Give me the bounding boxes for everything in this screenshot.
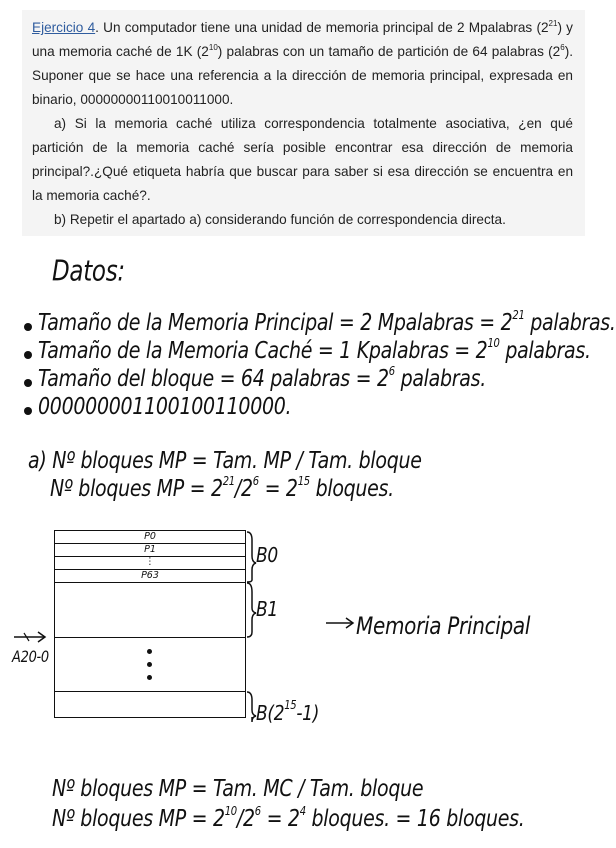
partition-p0-label: P0: [144, 531, 156, 542]
bullet-mp-size: [38, 309, 616, 336]
b2-tail: palabras.: [394, 365, 486, 392]
b1-sup: 10: [487, 337, 500, 351]
b2-sup: 6: [388, 365, 395, 379]
bullet-block-size: [38, 365, 486, 392]
c2-s3: 4: [299, 805, 306, 819]
b1-text: Tamaño de la Memoria Caché = 1 Kpalabras = 2: [38, 337, 488, 364]
partition-p1-label: P1: [144, 544, 156, 555]
bullet-dot: [24, 407, 32, 415]
b0-text: Tamaño de la Memoria Principal = 2 Mpalabras = 2: [38, 309, 513, 336]
c-line-2: [52, 805, 525, 832]
block-b1-label: B1: [256, 597, 278, 622]
a2-d: bloques.: [309, 475, 394, 502]
p1-text-b: ) y una memoria caché de 1K (2: [32, 20, 573, 59]
bullet-address: [38, 393, 291, 420]
exercise-title: Ejercicio 4: [32, 20, 96, 35]
c2-s2: 6: [254, 805, 261, 819]
bullet-mc-size: [38, 337, 591, 364]
blast-a: B(2: [256, 701, 285, 726]
blast-b: -1): [296, 701, 320, 726]
block-b0-label: B0: [256, 543, 278, 568]
a2-b: /2: [234, 475, 253, 502]
a-line-1: a) Nº bloques MP = Tam. MP / Tam. bloque: [28, 447, 422, 474]
p1-text-d: ). Suponer que se hace una referencia a la dirección de memoria principal, expresada en binario, 00000000110010011000.: [32, 44, 573, 107]
c2-a: Nº bloques MP = 2: [52, 805, 225, 832]
c2-s1: 10: [224, 805, 237, 819]
c2-d: bloques. = 16 bloques.: [305, 805, 525, 832]
blast-sup: 15: [284, 699, 297, 713]
a2-s1: 21: [222, 475, 235, 489]
c2-c: = 2: [260, 805, 300, 832]
p1-text-c: ) palabras con un tamaño de partición de 64 palabras (2: [217, 44, 561, 59]
p1-sup1: 21: [548, 19, 558, 28]
address-label: A20-0: [12, 648, 49, 667]
p1-sup2: 10: [208, 43, 218, 52]
p1-sup3: 6: [560, 43, 565, 52]
a2-s2: 6: [252, 475, 259, 489]
b3-text: 000000001100100110000.: [38, 393, 292, 420]
b1-tail: palabras.: [499, 337, 591, 364]
partition-dots: ⋮: [145, 556, 155, 567]
partition-p63-label: P63: [141, 570, 159, 581]
datos-heading: Datos:: [52, 256, 125, 288]
a-line-2: [50, 475, 394, 502]
b2-text: Tamaño del bloque = 64 palabras = 2: [38, 365, 389, 392]
bullet-dot: [24, 351, 32, 359]
problem-paragraph-2: a) Si la memoria caché utiliza correspondencia totalmente asociativa, ¿en qué partición de la memoria caché sería posible encontrar esa dirección de memoria principal?.¿Qué etiqueta habría que buscar para saber si esa dirección se encuentra en la memoria caché?.: [32, 116, 573, 203]
block-blast-label: [256, 699, 320, 726]
problem-paragraph-3: b) Repetir el apartado a) considerando función de correspondencia directa.: [54, 212, 506, 227]
problem-statement: [22, 10, 585, 236]
a2-s3: 15: [297, 475, 310, 489]
c2-b: /2: [236, 805, 255, 832]
a2-a: Nº bloques MP = 2: [50, 475, 223, 502]
p1-text-a: . Un computador tiene una unidad de memoria principal de 2 Mpalabras (2: [95, 20, 549, 35]
c-line-1: Nº bloques MP = Tam. MC / Tam. bloque: [52, 775, 424, 802]
a2-c: = 2: [258, 475, 298, 502]
b0-tail: palabras.: [524, 309, 616, 336]
problem-paragraph-1: [32, 16, 573, 112]
b0-sup: 21: [512, 309, 525, 323]
bullet-dot: [24, 323, 32, 331]
bullet-dot: [24, 379, 32, 387]
main-memory-label: Memoria Principal: [356, 610, 531, 640]
